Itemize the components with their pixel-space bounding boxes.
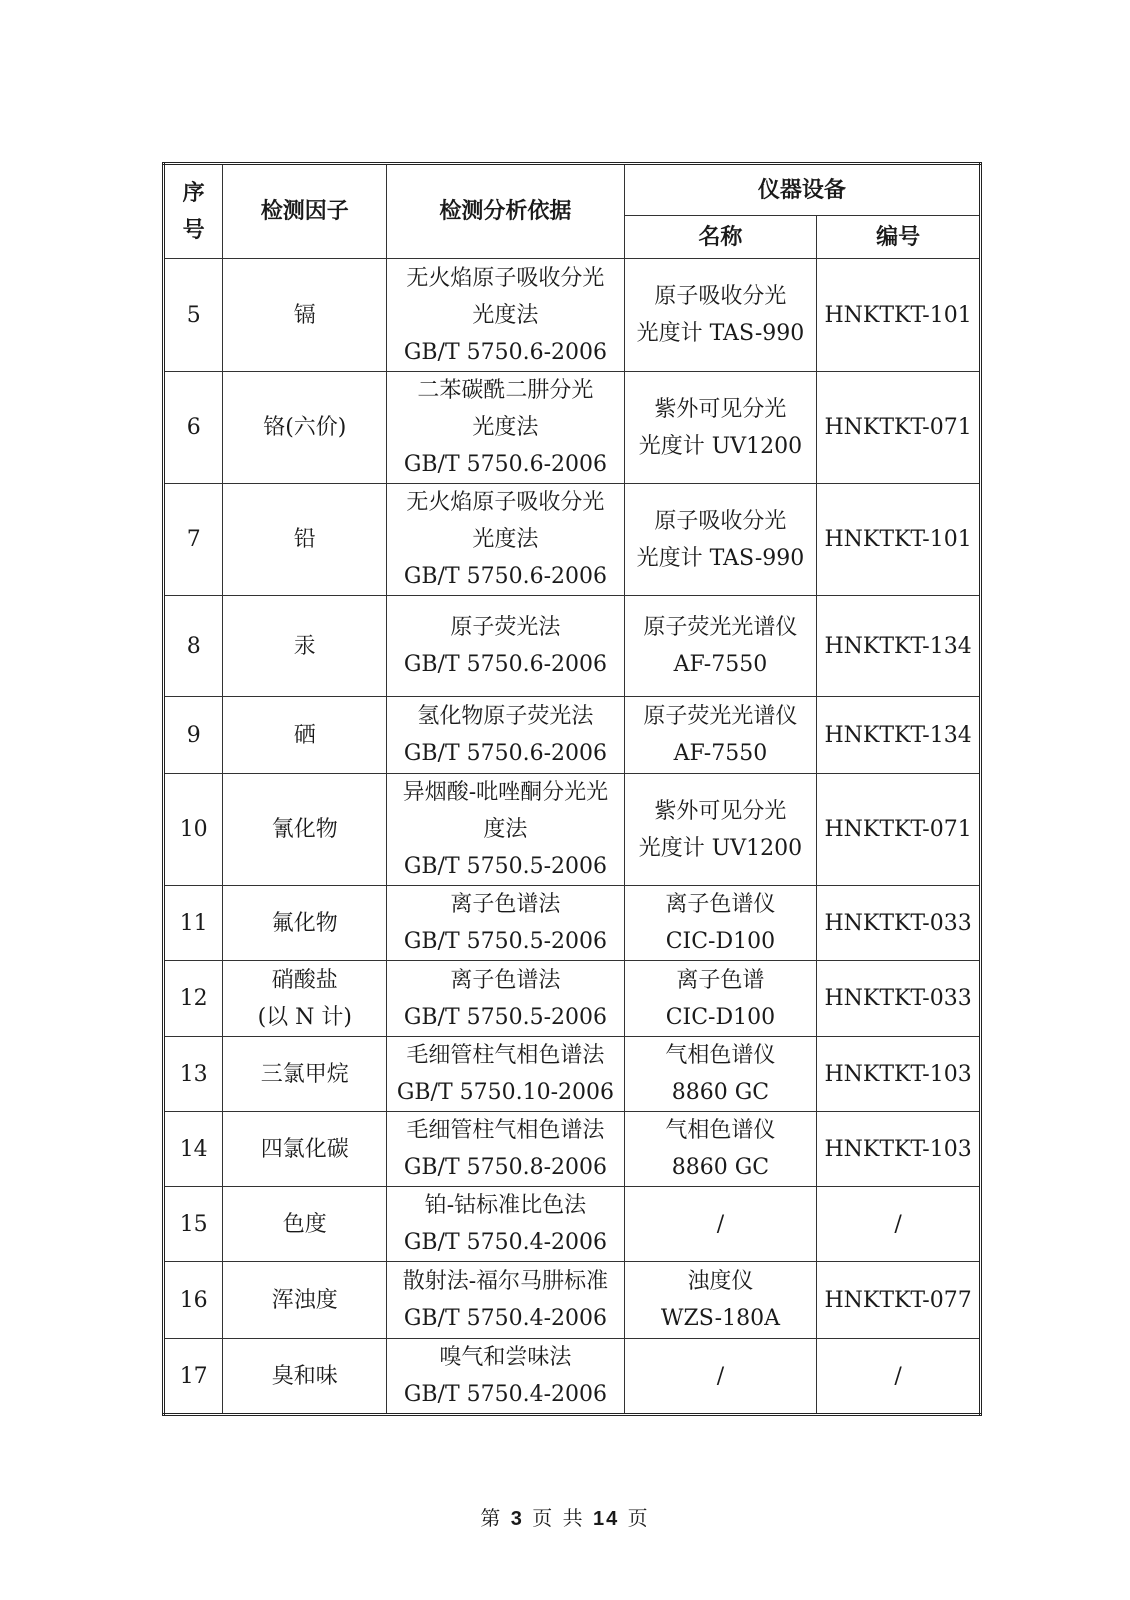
cell-factor: 硒 — [223, 697, 387, 774]
table-row — [164, 886, 981, 961]
cell-factor: 铬(六价) — [223, 372, 387, 484]
cell-basis: 离子色谱法 GB/T 5750.5-2006 — [387, 961, 625, 1037]
cell-seq: 5 — [164, 259, 223, 372]
header-basis: 检测分析依据 — [387, 164, 625, 259]
table-row — [164, 596, 981, 697]
cell-factor: 氟化物 — [223, 886, 387, 961]
cell-instrument-name: 紫外可见分光 光度计 UV1200 — [624, 774, 816, 886]
cell-instrument-number: HNKTKT-101 — [817, 259, 981, 372]
cell-instrument-number: HNKTKT-134 — [817, 697, 981, 774]
cell-basis: 散射法-福尔马肼标准 GB/T 5750.4-2006 — [387, 1262, 625, 1339]
cell-instrument-name: 气相色谱仪 8860 GC — [624, 1112, 816, 1187]
cell-basis: 二苯碳酰二肼分光 光度法 GB/T 5750.6-2006 — [387, 372, 625, 484]
cell-basis: 离子色谱法 GB/T 5750.5-2006 — [387, 886, 625, 961]
cell-basis: 无火焰原子吸收分光 光度法 GB/T 5750.6-2006 — [387, 259, 625, 372]
cell-factor: 色度 — [223, 1187, 387, 1262]
header-instrument-number: 编号 — [817, 216, 981, 259]
cell-instrument-number: HNKTKT-134 — [817, 596, 981, 697]
table-row — [164, 774, 981, 886]
detection-methods-table — [162, 162, 982, 1416]
cell-basis: 嗅气和尝味法 GB/T 5750.4-2006 — [387, 1339, 625, 1415]
table-row — [164, 1037, 981, 1112]
cell-factor: 硝酸盐 (以 N 计) — [223, 961, 387, 1037]
table-row — [164, 961, 981, 1037]
table-row — [164, 1112, 981, 1187]
cell-instrument-name: 离子色谱 CIC-D100 — [624, 961, 816, 1037]
header-instruments: 仪器设备 — [624, 164, 980, 216]
cell-basis: 异烟酸-吡唑酮分光光 度法 GB/T 5750.5-2006 — [387, 774, 625, 886]
cell-basis: 铂-钴标准比色法 GB/T 5750.4-2006 — [387, 1187, 625, 1262]
cell-instrument-number: HNKTKT-103 — [817, 1037, 981, 1112]
cell-basis: 氢化物原子荧光法 GB/T 5750.6-2006 — [387, 697, 625, 774]
cell-basis: 无火焰原子吸收分光 光度法 GB/T 5750.6-2006 — [387, 484, 625, 596]
table-row — [164, 697, 981, 774]
cell-instrument-number: HNKTKT-033 — [817, 886, 981, 961]
cell-seq: 12 — [164, 961, 223, 1037]
cell-seq: 17 — [164, 1339, 223, 1415]
cell-seq: 15 — [164, 1187, 223, 1262]
cell-instrument-name: 紫外可见分光 光度计 UV1200 — [624, 372, 816, 484]
header-seq: 序 号 — [164, 164, 223, 259]
cell-instrument-name: 离子色谱仪 CIC-D100 — [624, 886, 816, 961]
page-number: 3 — [510, 1508, 524, 1530]
page-total: 14 — [592, 1508, 620, 1530]
table-row — [164, 372, 981, 484]
cell-factor: 氰化物 — [223, 774, 387, 886]
cell-instrument-name: / — [624, 1339, 816, 1415]
cell-instrument-name: 原子吸收分光 光度计 TAS-990 — [624, 484, 816, 596]
cell-factor: 镉 — [223, 259, 387, 372]
cell-instrument-name: 气相色谱仪 8860 GC — [624, 1037, 816, 1112]
cell-factor: 汞 — [223, 596, 387, 697]
cell-seq: 8 — [164, 596, 223, 697]
table-row — [164, 484, 981, 596]
header-instrument-name: 名称 — [624, 216, 816, 259]
cell-basis: 原子荧光法 GB/T 5750.6-2006 — [387, 596, 625, 697]
cell-factor: 铅 — [223, 484, 387, 596]
cell-seq: 16 — [164, 1262, 223, 1339]
cell-instrument-number: HNKTKT-103 — [817, 1112, 981, 1187]
table-row — [164, 259, 981, 372]
cell-instrument-name: 浊度仪 WZS-180A — [624, 1262, 816, 1339]
cell-instrument-number: / — [817, 1187, 981, 1262]
cell-instrument-number: HNKTKT-071 — [817, 774, 981, 886]
cell-basis: 毛细管柱气相色谱法 GB/T 5750.10-2006 — [387, 1037, 625, 1112]
cell-instrument-number: / — [817, 1339, 981, 1415]
cell-seq: 10 — [164, 774, 223, 886]
cell-seq: 11 — [164, 886, 223, 961]
cell-instrument-number: HNKTKT-077 — [817, 1262, 981, 1339]
cell-seq: 14 — [164, 1112, 223, 1187]
cell-basis: 毛细管柱气相色谱法 GB/T 5750.8-2006 — [387, 1112, 625, 1187]
cell-seq: 13 — [164, 1037, 223, 1112]
cell-seq: 7 — [164, 484, 223, 596]
cell-seq: 6 — [164, 372, 223, 484]
cell-seq: 9 — [164, 697, 223, 774]
cell-instrument-number: HNKTKT-071 — [817, 372, 981, 484]
cell-factor: 浑浊度 — [223, 1262, 387, 1339]
cell-factor: 四氯化碳 — [223, 1112, 387, 1187]
cell-instrument-name: / — [624, 1187, 816, 1262]
page-footer: 第 3 页 共 14 页 — [480, 1506, 650, 1530]
table-row — [164, 1187, 981, 1262]
table-body — [164, 259, 981, 1415]
table-row — [164, 1339, 981, 1415]
cell-factor: 三氯甲烷 — [223, 1037, 387, 1112]
cell-instrument-number: HNKTKT-101 — [817, 484, 981, 596]
cell-factor: 臭和味 — [223, 1339, 387, 1415]
header-factor: 检测因子 — [223, 164, 387, 259]
cell-instrument-name: 原子荧光光谱仪 AF-7550 — [624, 697, 816, 774]
cell-instrument-number: HNKTKT-033 — [817, 961, 981, 1037]
cell-instrument-name: 原子吸收分光 光度计 TAS-990 — [624, 259, 816, 372]
table-row — [164, 1262, 981, 1339]
table-header — [164, 164, 981, 259]
cell-instrument-name: 原子荧光光谱仪 AF-7550 — [624, 596, 816, 697]
